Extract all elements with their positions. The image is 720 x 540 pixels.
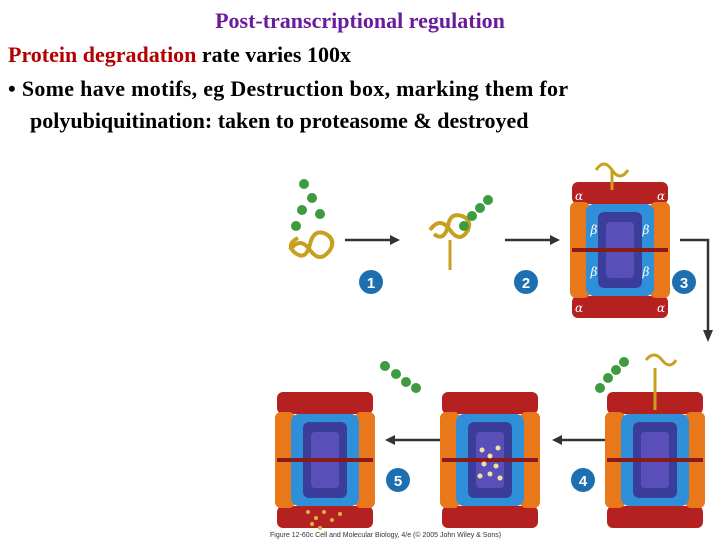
bullet-continuation (30, 108, 529, 134)
alpha-label: α (656, 301, 666, 315)
substrate-protein-1 (290, 232, 332, 257)
ubiquitin-chain-released (595, 357, 629, 393)
ubiquitin-chain-1 (291, 179, 325, 231)
beta-label: β (642, 265, 650, 279)
polyubiquitination-term: polyubiquitination (30, 108, 205, 133)
rate-line (8, 42, 351, 68)
alpha-label: α (574, 301, 584, 315)
arrow-5-head (385, 435, 395, 445)
proteasome-bottom-right (605, 392, 705, 528)
arrow-1-head (390, 235, 400, 245)
beta-label: β (590, 265, 598, 279)
step-1-label: 1 (366, 275, 376, 292)
proteasome-bottom-middle (440, 392, 540, 528)
proteasome-bottom-left (275, 392, 375, 528)
arrow-3-head (703, 330, 713, 342)
alpha-label: α (574, 189, 584, 203)
step-3-label: 3 (679, 275, 689, 292)
arrow-2-head (550, 235, 560, 245)
alpha-label: α (656, 189, 666, 203)
arrow-4-head (552, 435, 562, 445)
bullet-symbol: • (8, 76, 17, 101)
bullet-text: Some have motifs, eg Destruction box, marking them for (21, 76, 569, 101)
beta-label: β (590, 223, 598, 237)
rate-text: rate varies 100x (196, 42, 351, 67)
figure-caption: Figure 12-60c Cell and Molecular Biology, 4/e (© 2005 John Wiley & Sons) (270, 532, 502, 539)
beta-label: β (642, 223, 650, 237)
slide-title: Post-transcriptional regulation (215, 8, 505, 33)
proteasome-top (570, 182, 670, 318)
protein-degradation-highlight: Protein degradation (8, 42, 197, 67)
proteasome-text: : taken to proteasome & destroyed (204, 108, 529, 133)
step-5-label: 5 (393, 473, 403, 490)
step-4-label: 4 (578, 473, 588, 490)
step-2-label: 2 (521, 275, 531, 292)
proteasome-diagram (250, 140, 720, 540)
ubiquitin-chain-2 (459, 195, 493, 231)
ubiquitin-chain-free (380, 361, 421, 393)
motif-bullet (8, 76, 568, 102)
